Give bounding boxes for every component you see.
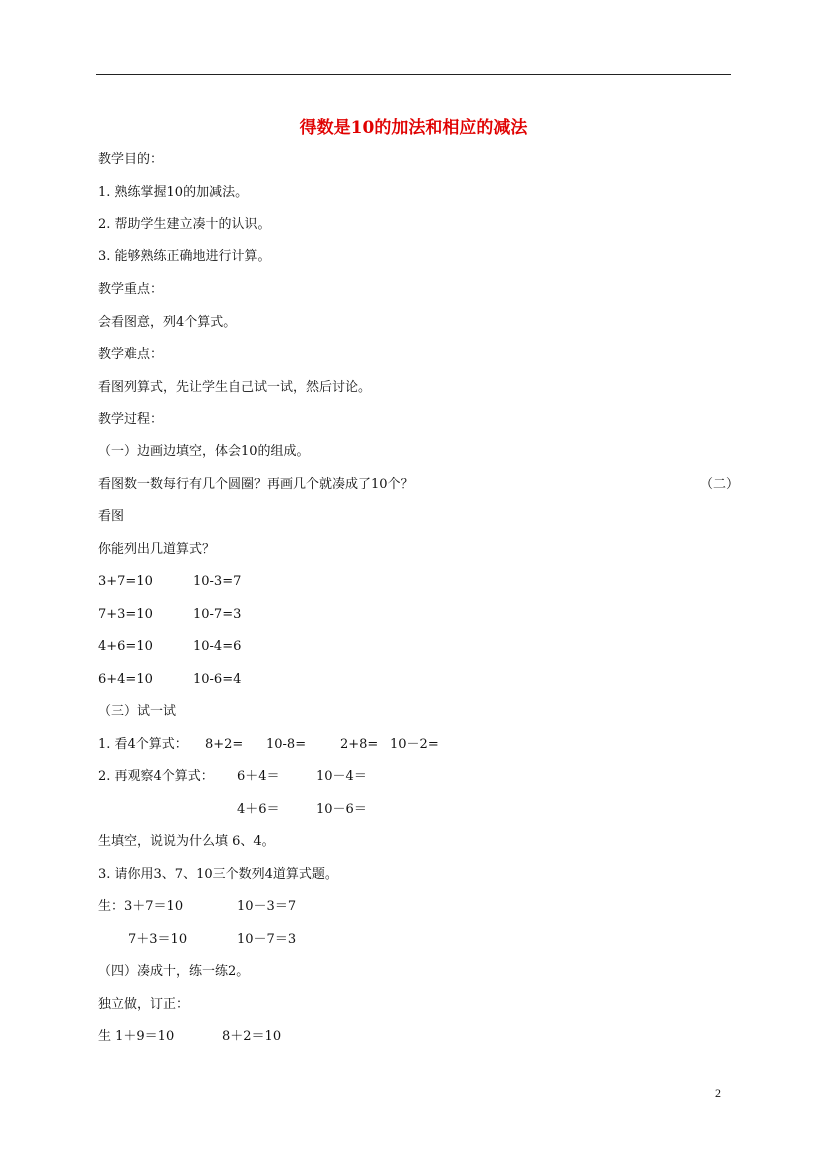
text-line: 看图数一数每行有几个圆圈？再画几个就凑成了10个？	[98, 477, 414, 492]
equation-sub: 10-6=4	[193, 672, 242, 687]
text-line: 教学过程：	[98, 412, 164, 427]
text-line: 你能列出几道算式？	[98, 542, 216, 557]
text-line: 2. 帮助学生建立凑十的认识。	[98, 217, 271, 232]
page-number: 2	[715, 1086, 721, 1100]
equation-add: 7+3=10	[98, 607, 153, 622]
try-line-1-prefix: 1. 看4个算式：	[98, 737, 188, 752]
answer-sub: 10－3＝7	[237, 899, 297, 914]
text-line: 看图	[98, 509, 125, 524]
try-item: 6＋4＝	[237, 769, 280, 784]
final-equation: 生 1＋9＝10	[98, 1029, 175, 1044]
text-line: 教学重点：	[98, 282, 164, 297]
text-line: 1. 熟练掌握10的加减法。	[98, 185, 249, 200]
equation-sub: 10-3=7	[193, 574, 242, 589]
try-item: 8+2=	[205, 737, 244, 752]
try-item: 10－4＝	[316, 769, 367, 784]
section-three-heading: （三）试一试	[98, 704, 177, 719]
equation-add: 6+4=10	[98, 672, 153, 687]
try-item: 10-8=	[266, 737, 307, 752]
text-line: 教学目的：	[98, 152, 164, 167]
text-line: （一）边画边填空，体会10的组成。	[98, 444, 310, 459]
answer-add: 生：3＋7＝10	[98, 899, 184, 914]
task-three: 3. 请你用3、7、10三个数列4道算式题。	[98, 867, 338, 882]
equation-sub: 10-7=3	[193, 607, 242, 622]
try-item: 2+8=	[340, 737, 379, 752]
equation-sub: 10-4=6	[193, 639, 242, 654]
text-line: 看图列算式，先让学生自己试一试，然后讨论。	[98, 380, 372, 395]
equation-add: 4+6=10	[98, 639, 153, 654]
header-rule	[96, 74, 731, 75]
text-line: 3. 能够熟练正确地进行计算。	[98, 249, 271, 264]
answer-sub: 10－7＝3	[237, 932, 297, 947]
final-equation: 8＋2＝10	[222, 1029, 282, 1044]
fill-note: 生填空，说说为什么填 6、4。	[98, 834, 275, 849]
section-four-heading: （四）凑成十，练一练2。	[98, 964, 250, 979]
text-line: 教学难点：	[98, 347, 164, 362]
try-item: 4＋6＝	[237, 802, 280, 817]
try-line-2-prefix: 2. 再观察4个算式：	[98, 769, 214, 784]
try-item: 10－2=	[390, 737, 439, 752]
answer-add: 7＋3＝10	[128, 932, 188, 947]
page-title: 得数是10的加法和相应的减法	[299, 118, 528, 138]
section-two-label: （二）	[700, 477, 740, 492]
try-item: 10－6＝	[316, 802, 367, 817]
text-line: 会看图意，列4个算式。	[98, 315, 237, 330]
equation-add: 3+7=10	[98, 574, 153, 589]
independent-note: 独立做，订正：	[98, 997, 190, 1012]
